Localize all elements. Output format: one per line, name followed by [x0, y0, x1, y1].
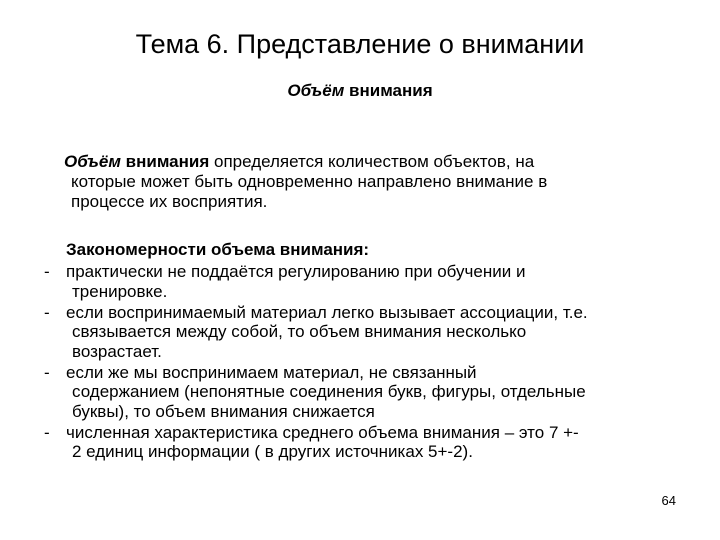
bullet-dash: -	[44, 262, 50, 281]
subtitle-italic-part: Объём	[287, 81, 345, 100]
bullet-dash: -	[44, 302, 50, 322]
bullet-dash: -	[44, 422, 50, 442]
list-item-line: тренировке.	[72, 281, 168, 301]
list-item-line: если же мы воспринимаем материал, не связанный	[66, 362, 477, 382]
slide-subtitle	[0, 80, 720, 102]
laws-heading: Закономерности объема внимания:	[66, 240, 370, 259]
list-item-line: связывается между собой, то объем внимания несколько	[72, 322, 527, 341]
definition-line-3: процессе их восприятия.	[71, 192, 268, 211]
bullet-dash: -	[44, 362, 50, 382]
definition-paragraph	[64, 152, 704, 212]
subtitle-bold-part: внимания	[344, 81, 433, 100]
list-item-line: если воспринимаемый материал легко вызывает ассоциации, т.е.	[66, 302, 588, 322]
definition-line-1	[64, 152, 704, 172]
definition-term-italic: Объём	[64, 152, 121, 171]
list-item	[44, 423, 704, 462]
slide-title: Тема 6. Представление о внимании	[135, 29, 585, 59]
list-item	[44, 262, 704, 301]
list-item-line: 2 единиц информации ( в других источниках 5+-2).	[72, 442, 473, 461]
list-item-line: практически не поддаётся регулированию при обучении и	[66, 262, 526, 281]
definition-line-1-rest: определяется количеством объектов, на	[209, 152, 535, 171]
list-item	[44, 303, 704, 362]
list-item-line: численная характеристика среднего объема внимания – это 7 +-	[66, 422, 579, 442]
page-number: 64	[661, 493, 676, 508]
list-item	[44, 363, 704, 422]
laws-list	[44, 262, 704, 463]
definition-term-bold: внимания	[120, 152, 210, 171]
list-item-line: возрастает.	[72, 341, 162, 361]
list-item-line: содержанием (непонятные соединения букв, фигуры, отдельные	[72, 382, 586, 401]
definition-line-2: которые может быть одновременно направлено внимание в	[71, 172, 548, 191]
list-item-line: буквы), то объем внимания снижается	[72, 401, 375, 421]
